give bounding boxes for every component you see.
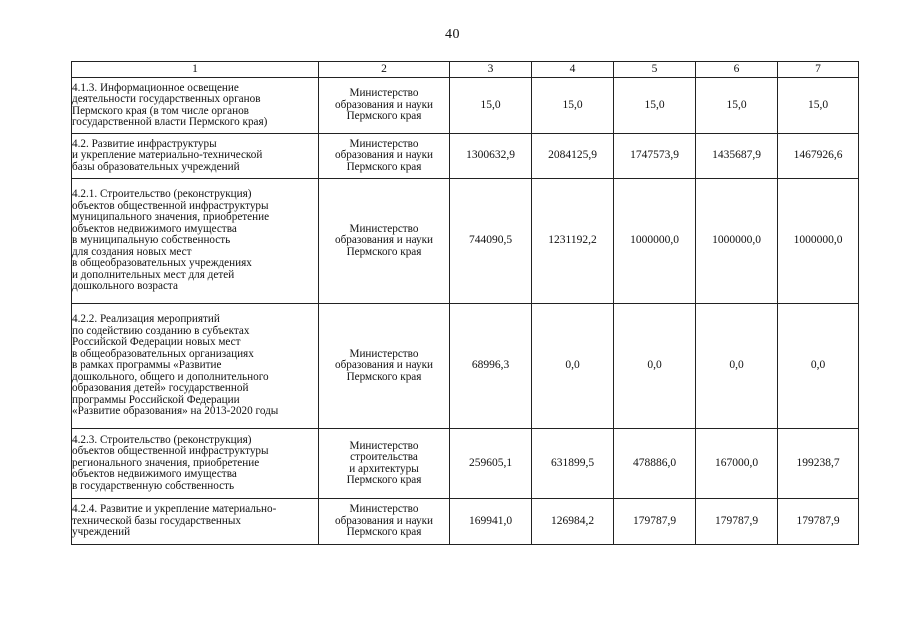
activity-name-line: технической базы государственных — [72, 514, 242, 527]
table-body — [72, 78, 859, 545]
value-cell: 179787,9 — [778, 499, 859, 545]
table-row — [72, 78, 859, 134]
activity-name-line: муниципального значения, приобретение — [72, 211, 270, 224]
column-header: 4 — [532, 62, 614, 78]
value-cell: 199238,7 — [778, 429, 859, 499]
executor-line: Министерство — [349, 503, 419, 516]
activity-name-line: Российской Федерации новых мест — [72, 336, 241, 349]
activity-name-line: деятельности государственных органов — [72, 93, 261, 105]
activity-name-line: и укрепление материально-технической — [72, 149, 263, 162]
executor-cell — [319, 134, 450, 179]
value-cell: 1747573,9 — [614, 134, 696, 179]
activity-name-line: в государственную собственность — [72, 479, 235, 492]
value-cell: 1467926,6 — [778, 134, 859, 179]
activity-name-line: «Развитие образования» на 2013-2020 годы — [72, 405, 279, 418]
activity-name-line: в муниципальную собственность — [72, 234, 231, 247]
executor-line: образования и науки — [335, 98, 433, 111]
executor-line: Пермского края — [346, 526, 422, 539]
value-cell: 126984,2 — [532, 499, 614, 545]
activity-name-cell — [72, 134, 319, 179]
value-cell: 15,0 — [696, 78, 778, 134]
value-cell: 631899,5 — [532, 429, 614, 499]
table-row — [72, 429, 859, 499]
executor-cell — [319, 179, 450, 304]
value-cell: 15,0 — [450, 78, 532, 134]
value-cell: 68996,3 — [450, 304, 532, 429]
activity-name-line: 4.2. Развитие инфраструктуры — [72, 137, 217, 150]
value-cell: 1000000,0 — [614, 179, 696, 304]
value-cell: 15,0 — [532, 78, 614, 134]
executor-cell — [319, 429, 450, 499]
activity-name-cell — [72, 78, 319, 134]
header-row — [72, 62, 859, 78]
activity-name-line: 4.1.3. Информационное освещение — [72, 81, 239, 94]
value-cell: 0,0 — [532, 304, 614, 429]
table-row — [72, 179, 859, 304]
executor-line: Министерство — [349, 137, 419, 150]
activity-name-line: дошкольного возраста — [72, 280, 178, 293]
activity-name-line: программы Российской Федерации — [72, 393, 240, 406]
executor-cell — [319, 304, 450, 429]
table-row — [72, 304, 859, 429]
value-cell: 167000,0 — [696, 429, 778, 499]
value-cell: 259605,1 — [450, 429, 532, 499]
activity-name-line: Пермского края (в том числе органов — [72, 104, 249, 117]
value-cell: 478886,0 — [614, 429, 696, 499]
value-cell: 179787,9 — [614, 499, 696, 545]
value-cell: 15,0 — [778, 78, 859, 134]
activity-name-line: базы образовательных учреждений — [72, 160, 240, 173]
executor-line: Министерство — [349, 347, 419, 360]
value-cell: 179787,9 — [696, 499, 778, 545]
executor-line: Пермского края — [346, 110, 422, 123]
executor-line: образования и науки — [335, 514, 433, 527]
executor-cell — [319, 499, 450, 545]
activity-name-cell — [72, 179, 319, 304]
table-row — [72, 499, 859, 545]
activity-name-line: 4.2.1. Строительство (реконструкция) — [72, 188, 252, 201]
activity-name-line: объектов общественной инфраструктуры — [72, 445, 269, 458]
executor-line: образования и науки — [335, 234, 433, 247]
page-number: 40 — [445, 27, 460, 42]
executor-line: Пермского края — [346, 474, 422, 486]
activity-name-cell — [72, 304, 319, 429]
value-cell: 169941,0 — [450, 499, 532, 545]
column-header: 6 — [696, 62, 778, 78]
activity-name-line: в рамках программы «Развитие — [72, 359, 222, 372]
activity-name-cell — [72, 499, 319, 545]
executor-line: Министерство — [349, 87, 419, 100]
activity-name-line: 4.2.4. Развитие и укрепление материально- — [72, 503, 277, 516]
executor-line: Министерство — [349, 439, 419, 452]
activity-name-line: образования детей» государственной — [72, 382, 249, 395]
executor-cell — [319, 78, 450, 134]
value-cell: 0,0 — [696, 304, 778, 429]
value-cell: 15,0 — [614, 78, 696, 134]
activity-name-line: по содействию созданию в субъектах — [72, 324, 250, 337]
activity-name-line: объектов общественной инфраструктуры — [72, 199, 269, 212]
executor-line: строительства — [350, 451, 418, 463]
value-cell: 0,0 — [614, 304, 696, 429]
executor-line: образования и науки — [335, 359, 433, 372]
column-header: 3 — [450, 62, 532, 78]
activity-name-line: объектов недвижимого имущества — [72, 468, 237, 481]
value-cell: 1000000,0 — [696, 179, 778, 304]
executor-line: Пермского края — [346, 370, 422, 383]
column-header: 7 — [778, 62, 859, 78]
executor-line: Министерство — [349, 222, 419, 235]
executor-line: Пермского края — [346, 160, 422, 173]
executor-line: образования и науки — [335, 149, 433, 162]
activity-name-line: в общеобразовательных учреждениях — [72, 257, 252, 270]
activity-name-line: 4.2.2. Реализация мероприятий — [72, 313, 220, 326]
activity-name-line: государственной власти Пермского края) — [72, 116, 268, 128]
value-cell: 2084125,9 — [532, 134, 614, 179]
activity-name-line: и дополнительных мест для детей — [72, 268, 235, 281]
budget-table — [71, 61, 859, 545]
value-cell: 744090,5 — [450, 179, 532, 304]
executor-line: и архитектуры — [349, 462, 419, 475]
value-cell: 1231192,2 — [532, 179, 614, 304]
activity-name-cell — [72, 429, 319, 499]
activity-name-line: дошкольного, общего и дополнительного — [72, 370, 269, 383]
activity-name-line: в общеобразовательных организациях — [72, 347, 254, 360]
column-header: 1 — [72, 62, 319, 78]
activity-name-line: учреждений — [72, 526, 131, 539]
value-cell: 1435687,9 — [696, 134, 778, 179]
activity-name-line: объектов недвижимого имущества — [72, 222, 237, 235]
value-cell: 1000000,0 — [778, 179, 859, 304]
executor-line: Пермского края — [346, 245, 422, 258]
activity-name-line: для создания новых мест — [72, 245, 192, 258]
activity-name-line: регионального значения, приобретение — [72, 456, 260, 469]
value-cell: 0,0 — [778, 304, 859, 429]
value-cell: 1300632,9 — [450, 134, 532, 179]
column-header: 5 — [614, 62, 696, 78]
table-row — [72, 134, 859, 179]
activity-name-line: 4.2.3. Строительство (реконструкция) — [72, 433, 252, 446]
column-header: 2 — [319, 62, 450, 78]
